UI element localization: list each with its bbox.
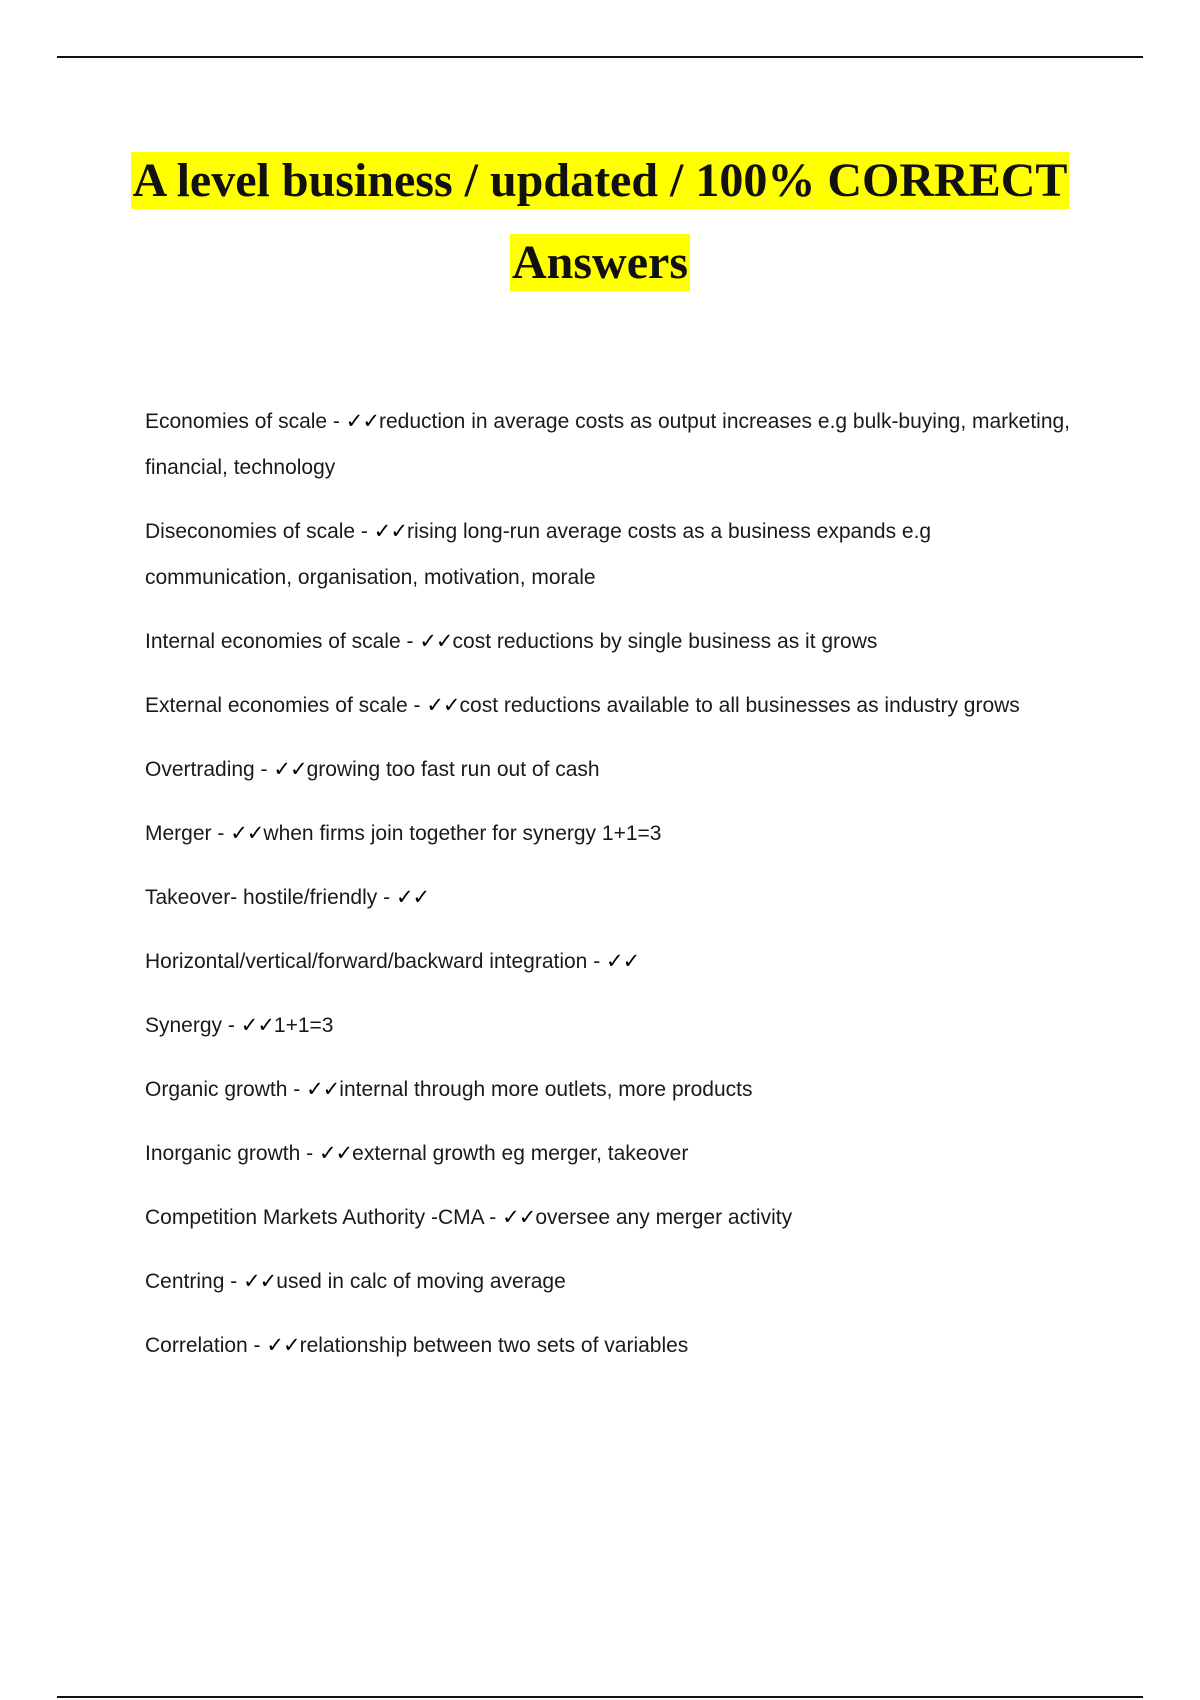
entry-separator: - (355, 520, 374, 543)
entry-separator: - (483, 1206, 503, 1229)
double-check-icon: ✓✓ (240, 1013, 274, 1037)
entry-term: Economies of scale (145, 410, 328, 433)
double-check-icon: ✓✓ (230, 821, 264, 845)
double-check-icon: ✓✓ (273, 757, 307, 781)
double-check-icon: ✓✓ (318, 1141, 353, 1165)
double-check-icon: ✓✓ (345, 409, 379, 433)
list-item (145, 1066, 1080, 1113)
entry-separator: - (211, 822, 231, 845)
title-line-1: A level business / updated / 100% CORRECT (132, 154, 1068, 207)
entry-separator: - (377, 886, 396, 909)
entry-definition: internal through more outlets, more products (339, 1078, 753, 1101)
entry-term: Merger (145, 822, 212, 845)
entry-separator: - (327, 410, 346, 433)
list-item (145, 1258, 1080, 1305)
entry-term: Centring (145, 1270, 225, 1293)
entry-term: Takeover- hostile/friendly (145, 886, 378, 909)
list-item (145, 618, 1080, 665)
entry-definition: cost reductions available to all businesses as industry grows (459, 694, 1020, 717)
footer-rule (57, 1696, 1143, 1698)
entry-separator: - (254, 758, 274, 781)
list-item (145, 1130, 1080, 1177)
double-check-icon: ✓✓ (373, 519, 407, 543)
entry-separator: - (287, 1078, 307, 1101)
entry-separator: - (222, 1014, 241, 1037)
entry-separator: - (247, 1334, 267, 1357)
entry-term: Synergy (145, 1014, 223, 1037)
entry-separator: - (407, 694, 427, 717)
entry-definition: external growth eg merger, takeover (352, 1142, 689, 1165)
page-title (100, 140, 1100, 304)
flashcard-list (145, 398, 1080, 1386)
entry-definition: relationship between two sets of variables (299, 1334, 689, 1357)
entry-term: Internal economies of scale (145, 630, 401, 653)
list-item (145, 1322, 1080, 1369)
list-item (145, 1194, 1080, 1241)
entry-term: Horizontal/vertical/forward/backward integration (145, 950, 588, 973)
entry-term: Overtrading (145, 758, 255, 781)
entry-definition: rising long-run average costs as a business expands e.g communication, organisation, motivation, morale (145, 520, 932, 589)
list-item (145, 810, 1080, 857)
entry-definition: reduction in average costs as output increases e.g bulk-buying, marketing, financial, technology (145, 410, 1071, 479)
double-check-icon: ✓✓ (266, 1333, 300, 1357)
list-item (145, 508, 1080, 601)
list-item (145, 874, 1080, 921)
entry-definition: when firms join together for synergy 1+1=3 (263, 822, 662, 845)
list-item (145, 398, 1080, 491)
list-item (145, 1002, 1080, 1049)
title-line-2: Answers (512, 236, 688, 289)
entry-term: Inorganic growth (145, 1142, 301, 1165)
entry-term: Diseconomies of scale (145, 520, 356, 543)
entry-separator: - (400, 630, 420, 653)
entry-term: Correlation (145, 1334, 248, 1357)
entry-term: Competition Markets Authority -CMA (145, 1206, 484, 1229)
list-item (145, 682, 1080, 729)
entry-definition: 1+1=3 (273, 1014, 334, 1037)
header-rule (57, 56, 1143, 58)
double-check-icon: ✓✓ (306, 1077, 340, 1101)
entry-separator: - (300, 1142, 319, 1165)
entry-definition: growing too fast run out of cash (306, 758, 600, 781)
double-check-icon: ✓✓ (419, 629, 453, 653)
entry-definition: oversee any merger activity (535, 1206, 793, 1229)
double-check-icon: ✓✓ (395, 885, 430, 909)
double-check-icon: ✓✓ (502, 1205, 536, 1229)
entry-term: External economies of scale (145, 694, 408, 717)
entry-term: Organic growth (145, 1078, 288, 1101)
entry-separator: - (587, 950, 607, 973)
list-item (145, 938, 1080, 985)
double-check-icon: ✓✓ (243, 1269, 277, 1293)
double-check-icon: ✓✓ (426, 693, 460, 717)
entry-definition: used in calc of moving average (276, 1270, 566, 1293)
entry-separator: - (224, 1270, 244, 1293)
double-check-icon: ✓✓ (606, 949, 640, 973)
list-item (145, 746, 1080, 793)
entry-definition: cost reductions by single business as it grows (452, 630, 878, 653)
